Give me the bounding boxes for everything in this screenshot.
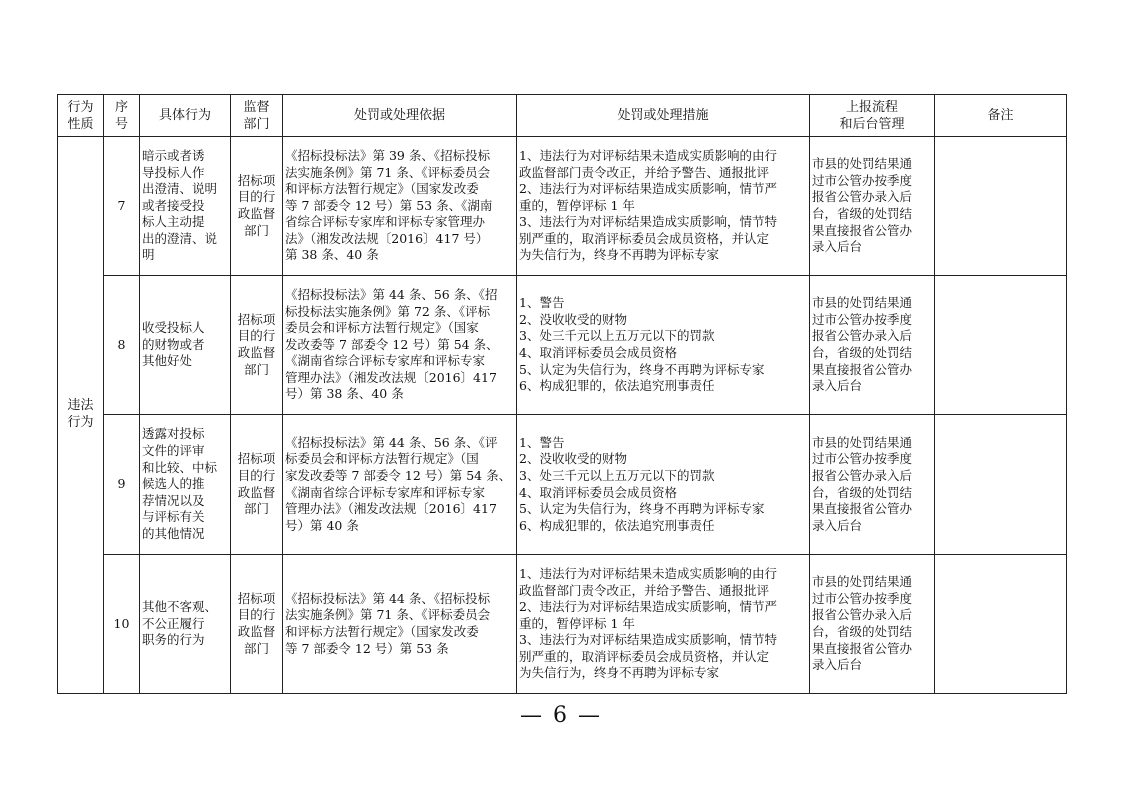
seq-cell: 9 — [104, 415, 140, 555]
note-cell — [935, 555, 1067, 694]
header-seq: 序 号 — [104, 95, 140, 137]
report-cell: 市县的处罚结果通 过市公管办按季度 报省公管办录入后 台，省级的处罚结 果直接报省公管办 录入后台 — [810, 555, 935, 694]
seq-cell: 7 — [104, 137, 140, 276]
act-cell: 收受投标人 的财物或者 其他好处 — [140, 276, 231, 415]
dept-cell: 招标项 目的行 政监督 部门 — [231, 555, 283, 694]
header-note: 备注 — [935, 95, 1067, 137]
act-cell: 透露对投标 文件的评审 和比较、中标 候选人的推 荐情况以及 与评标有关 的其他情况 — [140, 415, 231, 555]
measure-cell: 1、警告 2、没收收受的财物 3、处三千元以上五万元以下的罚款 4、取消评标委员会成员资格 5、认定为失信行为，终身不再聘为评标专家 6、构成犯罪的，依法追究刑事责任 — [517, 276, 810, 415]
header-dept: 监督 部门 — [231, 95, 283, 137]
header-row — [58, 95, 1067, 137]
act-cell: 其他不客观、 不公正履行 职务的行为 — [140, 555, 231, 694]
header-report: 上报流程 和后台管理 — [810, 95, 935, 137]
basis-cell: 《招标投标法》第 44 条、《招标投标 法实施条例》第 71 条、《评标委员会 和评标方法暂行规定》（国家发改委 等 7 部委令 12 号）第 53 条 — [283, 555, 517, 694]
seq-cell: 10 — [104, 555, 140, 694]
report-cell: 市县的处罚结果通 过市公管办按季度 报省公管办录入后 台，省级的处罚结 果直接报省公管办 录入后台 — [810, 276, 935, 415]
header-basis: 处罚或处理依据 — [283, 95, 517, 137]
note-cell — [935, 276, 1067, 415]
report-cell: 市县的处罚结果通 过市公管办按季度 报省公管办录入后 台，省级的处罚结 果直接报省公管办 录入后台 — [810, 137, 935, 276]
seq-cell: 8 — [104, 276, 140, 415]
measure-cell: 1、警告 2、没收收受的财物 3、处三千元以上五万元以下的罚款 4、取消评标委员会成员资格 5、认定为失信行为，终身不再聘为评标专家 6、构成犯罪的，依法追究刑事责任 — [517, 415, 810, 555]
report-cell: 市县的处罚结果通 过市公管办按季度 报省公管办录入后 台，省级的处罚结 果直接报省公管办 录入后台 — [810, 415, 935, 555]
note-cell — [935, 415, 1067, 555]
basis-cell: 《招标投标法》第 39 条、《招标投标 法实施条例》第 71 条、《评标委员会 和评标方法暂行规定》（国家发改委 等 7 部委令 12 号）第 53 条、《湖南 省综合评标专家库和评标专家管理办 法》（湘发改法规〔2016〕417 号） 第 38 条、40 条 — [283, 137, 517, 276]
dept-cell: 招标项 目的行 政监督 部门 — [231, 276, 283, 415]
measure-cell: 1、违法行为对评标结果未造成实质影响的由行 政监督部门责令改正，并给予警告、通报批评 2、违法行为对评标结果造成实质影响，情节严 重的，暂停评标 1 年 3、违法行为对评标结果造成实质影响，情节特 别严重的，取消评标委员会成员资格，并认定 为失信行为，终身不再聘为评标专家 — [517, 137, 810, 276]
header-nature: 行为 性质 — [58, 95, 104, 137]
header-measure: 处罚或处理措施 — [517, 95, 810, 137]
table-row — [58, 276, 1067, 415]
note-cell — [935, 137, 1067, 276]
basis-cell: 《招标投标法》第 44 条、56 条、《评 标委员会和评标方法暂行规定》（国 家发改委等 7 部委令 12 号）第 54 条、 《湖南省综合评标专家库和评标专家 管理办法》（湘发改法规〔2016〕417 号）第 40 条 — [283, 415, 517, 555]
page-number: — 6 — — [520, 703, 602, 728]
nature-cell: 违法 行为 — [58, 137, 104, 694]
act-cell: 暗示或者诱 导投标人作 出澄清、说明 或者接受投 标人主动提 出的澄清、说 明 — [140, 137, 231, 276]
table-row — [58, 555, 1067, 694]
table-row — [58, 415, 1067, 555]
table-row — [58, 137, 1067, 276]
measure-cell: 1、违法行为对评标结果未造成实质影响的由行 政监督部门责令改正，并给予警告、通报批评 2、违法行为对评标结果造成实质影响，情节严 重的，暂停评标 1 年 3、违法行为对评标结果造成实质影响，情节特 别严重的，取消评标委员会成员资格，并认定 为失信行为，终身不再聘为评标专家 — [517, 555, 810, 694]
basis-cell: 《招标投标法》第 44 条、56 条、《招 标投标法实施条例》第 72 条、《评标 委员会和评标方法暂行规定》（国家 发改委等 7 部委令 12 号）第 54 条、 《湖南省综合评标专家库和评标专家 管理办法》（湘发改法规〔2016〕417 号）第 38 条、40 条 — [283, 276, 517, 415]
dept-cell: 招标项 目的行 政监督 部门 — [231, 415, 283, 555]
header-act: 具体行为 — [140, 95, 231, 137]
dept-cell: 招标项 目的行 政监督 部门 — [231, 137, 283, 276]
penalty-table — [57, 94, 1067, 694]
